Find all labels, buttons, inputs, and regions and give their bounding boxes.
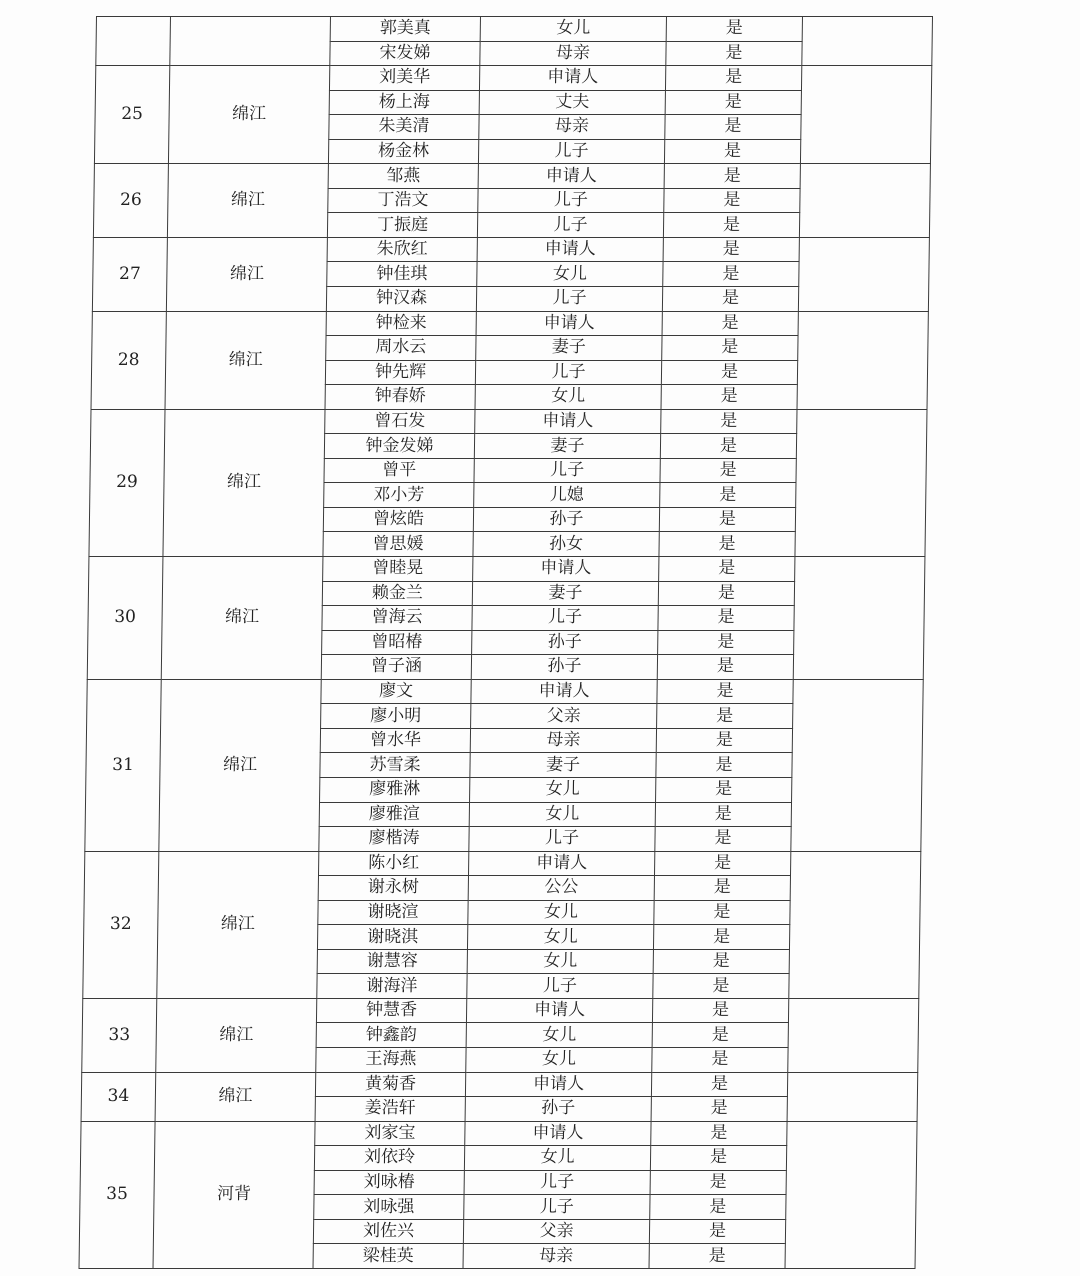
member-name: 丁振庭 — [327, 213, 477, 238]
member-relation: 孙子 — [472, 630, 658, 655]
member-name: 谢海洋 — [317, 974, 467, 999]
member-name: 杨上海 — [329, 90, 479, 115]
member-relation: 申请人 — [466, 998, 652, 1023]
member-relation: 儿子 — [464, 1170, 650, 1195]
member-relation: 母亲 — [480, 41, 666, 66]
member-relation: 女儿 — [466, 1047, 652, 1072]
member-name: 谢晓淇 — [317, 925, 467, 950]
eligibility-mark: 是 — [662, 311, 798, 336]
member-relation: 女儿 — [467, 949, 653, 974]
eligibility-mark: 是 — [655, 802, 791, 827]
member-relation: 申请人 — [476, 311, 662, 336]
member-relation: 申请人 — [478, 164, 664, 189]
eligibility-mark: 是 — [650, 1170, 786, 1195]
member-name: 曾子涵 — [321, 655, 471, 680]
member-relation: 申请人 — [471, 679, 657, 704]
household-roster-table — [79, 16, 933, 1269]
member-name: 钟春娇 — [325, 385, 475, 410]
roster-body — [79, 17, 932, 1269]
remarks-cell — [791, 679, 923, 851]
member-name: 朱欣红 — [327, 237, 477, 262]
member-relation: 儿子 — [469, 827, 655, 852]
member-name: 王海燕 — [316, 1047, 466, 1072]
table-row — [94, 164, 930, 189]
remarks-cell — [789, 851, 921, 998]
member-relation: 儿子 — [464, 1195, 650, 1220]
remarks-cell — [799, 164, 930, 238]
member-relation: 儿子 — [478, 188, 664, 213]
member-name: 钟先辉 — [325, 360, 475, 385]
member-name: 曾石发 — [325, 409, 475, 434]
eligibility-mark: 是 — [656, 777, 792, 802]
member-name: 廖雅渲 — [319, 802, 469, 827]
eligibility-mark: 是 — [659, 557, 795, 582]
eligibility-mark: 是 — [651, 1097, 787, 1122]
member-name: 谢晓渲 — [318, 900, 468, 925]
eligibility-mark: 是 — [657, 679, 793, 704]
member-relation: 丈夫 — [479, 90, 665, 115]
member-relation: 母亲 — [463, 1244, 649, 1269]
member-relation: 妻子 — [476, 336, 662, 361]
member-relation: 女儿 — [467, 925, 653, 950]
member-relation: 父亲 — [463, 1219, 649, 1244]
household-number: 32 — [83, 851, 159, 998]
member-relation: 妻子 — [472, 581, 658, 606]
member-relation: 妻子 — [470, 753, 656, 778]
town-name — [170, 17, 331, 66]
eligibility-mark: 是 — [663, 237, 799, 262]
eligibility-mark: 是 — [653, 925, 789, 950]
member-relation: 孙女 — [473, 532, 659, 557]
member-relation: 女儿 — [466, 1023, 652, 1048]
member-name: 周水云 — [326, 336, 476, 361]
member-relation: 儿子 — [472, 606, 658, 631]
remarks-cell — [793, 557, 925, 680]
member-name: 刘佐兴 — [313, 1219, 463, 1244]
member-name: 邓小芳 — [324, 483, 474, 508]
eligibility-mark: 是 — [665, 66, 801, 91]
member-name: 廖小明 — [321, 704, 471, 729]
household-number: 26 — [93, 164, 168, 238]
town-name: 河背 — [153, 1121, 315, 1268]
member-name: 曾水华 — [320, 728, 470, 753]
member-relation: 女儿 — [469, 802, 655, 827]
member-name: 曾昭椿 — [322, 630, 472, 655]
table-row — [89, 557, 925, 582]
member-name: 杨金林 — [328, 139, 478, 164]
household-number: 30 — [87, 557, 163, 680]
table-row — [81, 1121, 917, 1146]
table-row — [95, 66, 931, 91]
member-relation: 儿子 — [476, 287, 662, 312]
member-name: 朱美清 — [329, 115, 479, 140]
town-name: 绵江 — [167, 164, 328, 238]
member-name: 曾思媛 — [323, 532, 473, 557]
member-name: 曾平 — [324, 458, 474, 483]
remarks-cell — [800, 66, 931, 164]
eligibility-mark: 是 — [658, 630, 794, 655]
household-number — [96, 17, 171, 66]
town-name: 绵江 — [163, 409, 325, 556]
eligibility-mark: 是 — [654, 900, 790, 925]
member-name: 姜浩轩 — [315, 1097, 465, 1122]
table-row — [82, 998, 918, 1023]
member-name: 刘依玲 — [314, 1146, 464, 1171]
household-number: 33 — [82, 998, 157, 1072]
member-relation: 父亲 — [471, 704, 657, 729]
member-relation: 母亲 — [479, 115, 665, 140]
member-name: 曾炫皓 — [323, 507, 473, 532]
member-name: 谢慧容 — [317, 949, 467, 974]
eligibility-mark: 是 — [664, 188, 800, 213]
town-name: 绵江 — [165, 311, 326, 409]
town-name: 绵江 — [166, 237, 327, 311]
town-name: 绵江 — [155, 1072, 316, 1121]
remarks-cell — [798, 237, 929, 311]
eligibility-mark: 是 — [653, 974, 789, 999]
remarks-cell — [788, 998, 919, 1072]
table-row — [81, 1072, 917, 1097]
member-name: 陈小红 — [318, 851, 468, 876]
member-relation: 女儿 — [477, 262, 663, 287]
member-name: 黄菊香 — [315, 1072, 465, 1097]
eligibility-mark: 是 — [664, 164, 800, 189]
eligibility-mark: 是 — [650, 1195, 786, 1220]
member-name: 赖金兰 — [322, 581, 472, 606]
member-name: 郭美真 — [330, 17, 480, 42]
member-name: 廖楷涛 — [319, 827, 469, 852]
member-relation: 申请人 — [473, 557, 659, 582]
member-relation: 儿媳 — [474, 483, 660, 508]
household-number: 27 — [92, 237, 167, 311]
member-relation: 儿子 — [474, 458, 660, 483]
remarks-cell — [795, 409, 927, 556]
household-number: 31 — [85, 679, 161, 851]
member-relation: 公公 — [468, 876, 654, 901]
remarks-cell — [802, 17, 933, 66]
town-name: 绵江 — [157, 851, 319, 998]
eligibility-mark: 是 — [652, 1047, 788, 1072]
eligibility-mark: 是 — [662, 336, 798, 361]
eligibility-mark: 是 — [649, 1219, 785, 1244]
eligibility-mark: 是 — [665, 90, 801, 115]
member-name: 宋发娣 — [330, 41, 480, 66]
member-name: 刘咏椿 — [314, 1170, 464, 1195]
eligibility-mark: 是 — [658, 581, 794, 606]
member-name: 钟佳琪 — [327, 262, 477, 287]
member-name: 丁浩文 — [328, 188, 478, 213]
eligibility-mark: 是 — [649, 1244, 785, 1269]
town-name: 绵江 — [161, 557, 323, 680]
member-relation: 孙子 — [465, 1097, 651, 1122]
member-relation: 儿子 — [467, 974, 653, 999]
member-name: 刘美华 — [329, 66, 479, 91]
town-name: 绵江 — [159, 679, 321, 851]
eligibility-mark: 是 — [663, 262, 799, 287]
household-number: 25 — [94, 66, 169, 164]
eligibility-mark: 是 — [661, 385, 797, 410]
member-relation: 申请人 — [475, 409, 661, 434]
eligibility-mark: 是 — [659, 532, 795, 557]
member-name: 梁桂英 — [313, 1244, 463, 1269]
eligibility-mark: 是 — [660, 434, 796, 459]
remarks-cell — [787, 1072, 918, 1121]
member-relation: 申请人 — [477, 237, 663, 262]
table-row — [87, 679, 923, 704]
member-name: 钟金发娣 — [324, 434, 474, 459]
member-name: 钟检来 — [326, 311, 476, 336]
member-relation: 女儿 — [475, 385, 661, 410]
table-row — [96, 17, 932, 42]
member-relation: 儿子 — [475, 360, 661, 385]
eligibility-mark: 是 — [654, 876, 790, 901]
table-row — [92, 311, 928, 336]
eligibility-mark: 是 — [656, 753, 792, 778]
eligibility-mark: 是 — [652, 998, 788, 1023]
member-relation: 女儿 — [468, 900, 654, 925]
member-name: 钟汉森 — [326, 287, 476, 312]
eligibility-mark: 是 — [657, 704, 793, 729]
member-name: 苏雪柔 — [320, 753, 470, 778]
eligibility-mark: 是 — [653, 949, 789, 974]
member-relation: 儿子 — [477, 213, 663, 238]
remarks-cell — [797, 311, 928, 409]
eligibility-mark: 是 — [660, 458, 796, 483]
eligibility-mark: 是 — [658, 606, 794, 631]
town-name: 绵江 — [168, 66, 329, 164]
member-name: 刘家宝 — [315, 1121, 465, 1146]
member-relation: 妻子 — [474, 434, 660, 459]
table-row — [93, 237, 929, 262]
eligibility-mark: 是 — [660, 483, 796, 508]
remarks-cell — [785, 1121, 917, 1268]
table-row — [84, 851, 920, 876]
household-number: 34 — [81, 1072, 156, 1121]
member-relation: 女儿 — [480, 17, 666, 42]
member-relation: 女儿 — [470, 777, 656, 802]
eligibility-mark: 是 — [656, 728, 792, 753]
town-name: 绵江 — [156, 998, 317, 1072]
eligibility-mark: 是 — [655, 827, 791, 852]
member-relation: 孙子 — [473, 507, 659, 532]
eligibility-mark: 是 — [661, 360, 797, 385]
eligibility-mark: 是 — [652, 1023, 788, 1048]
eligibility-mark: 是 — [651, 1072, 787, 1097]
eligibility-mark: 是 — [661, 409, 797, 434]
eligibility-mark: 是 — [665, 115, 801, 140]
member-name: 刘咏强 — [314, 1195, 464, 1220]
household-number: 29 — [89, 409, 165, 556]
eligibility-mark: 是 — [659, 507, 795, 532]
eligibility-mark: 是 — [666, 17, 802, 42]
eligibility-mark: 是 — [663, 213, 799, 238]
member-name: 廖雅淋 — [320, 777, 470, 802]
member-relation: 女儿 — [464, 1146, 650, 1171]
member-relation: 申请人 — [468, 851, 654, 876]
member-relation: 母亲 — [470, 728, 656, 753]
household-number: 28 — [91, 311, 166, 409]
eligibility-mark: 是 — [664, 139, 800, 164]
member-name: 廖文 — [321, 679, 471, 704]
member-relation: 申请人 — [465, 1121, 651, 1146]
member-relation: 申请人 — [465, 1072, 651, 1097]
household-number: 35 — [79, 1121, 155, 1268]
eligibility-mark: 是 — [666, 41, 802, 66]
eligibility-mark: 是 — [657, 655, 793, 680]
eligibility-mark: 是 — [650, 1146, 786, 1171]
member-name: 钟慧香 — [316, 998, 466, 1023]
member-name: 曾海云 — [322, 606, 472, 631]
member-name: 曾睦晃 — [323, 557, 473, 582]
table-row — [91, 409, 927, 434]
member-relation: 儿子 — [478, 139, 664, 164]
member-name: 谢永树 — [318, 876, 468, 901]
member-relation: 孙子 — [471, 655, 657, 680]
member-relation: 申请人 — [479, 66, 665, 91]
eligibility-mark: 是 — [654, 851, 790, 876]
eligibility-mark: 是 — [651, 1121, 787, 1146]
member-name: 钟鑫韵 — [316, 1023, 466, 1048]
member-name: 邹燕 — [328, 164, 478, 189]
eligibility-mark: 是 — [662, 287, 798, 312]
